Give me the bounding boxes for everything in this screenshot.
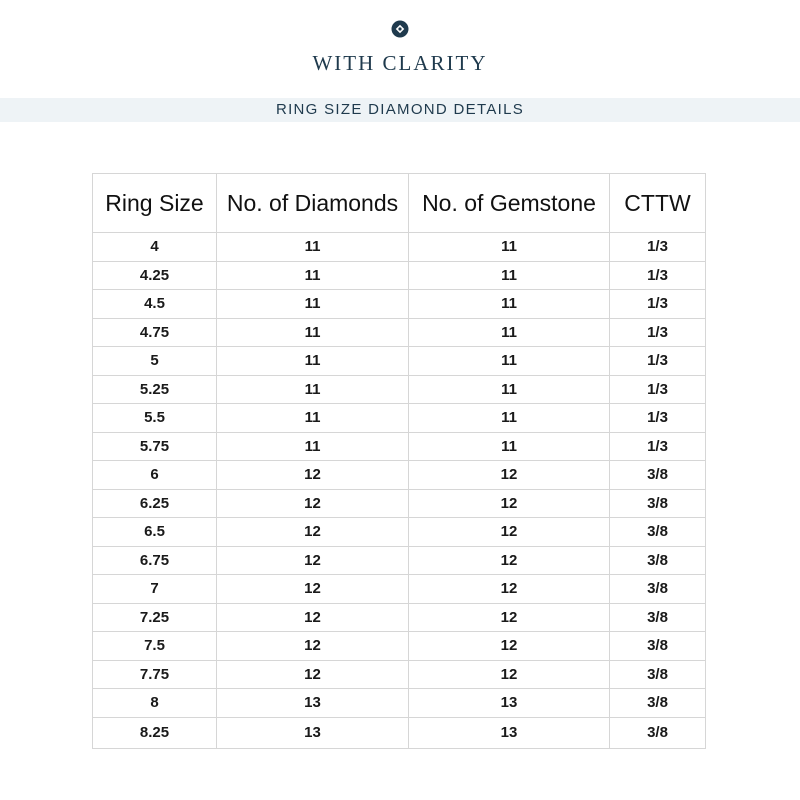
ring-size-cell: 7 bbox=[93, 575, 217, 604]
gemstone-cell: 11 bbox=[409, 375, 610, 404]
ring-size-cell: 8.25 bbox=[93, 717, 217, 748]
diamonds-cell: 11 bbox=[217, 261, 409, 290]
ring-size-cell: 5.75 bbox=[93, 432, 217, 461]
ring-size-table bbox=[92, 173, 706, 749]
table-row bbox=[93, 717, 706, 748]
column-header-ring-size: Ring Size bbox=[93, 174, 217, 233]
section-title: RING SIZE DIAMOND DETAILS bbox=[275, 101, 525, 118]
gemstone-cell: 12 bbox=[409, 489, 610, 518]
cttw-cell: 3/8 bbox=[610, 660, 706, 689]
cttw-cell: 1/3 bbox=[610, 318, 706, 347]
gemstone-cell: 11 bbox=[409, 261, 610, 290]
ring-size-cell: 4.75 bbox=[93, 318, 217, 347]
table-row bbox=[93, 632, 706, 661]
ring-size-cell: 4 bbox=[93, 233, 217, 262]
diamonds-cell: 13 bbox=[217, 717, 409, 748]
table-row bbox=[93, 375, 706, 404]
diamonds-cell: 11 bbox=[217, 347, 409, 376]
diamonds-cell: 12 bbox=[217, 575, 409, 604]
table-row bbox=[93, 318, 706, 347]
diamonds-cell: 12 bbox=[217, 518, 409, 547]
brand-name: WITH CLARITY bbox=[312, 51, 488, 75]
gemstone-cell: 11 bbox=[409, 432, 610, 461]
table-row bbox=[93, 689, 706, 718]
diamonds-cell: 12 bbox=[217, 461, 409, 490]
gemstone-cell: 12 bbox=[409, 546, 610, 575]
table-row bbox=[93, 518, 706, 547]
table-row bbox=[93, 432, 706, 461]
ring-size-cell: 5 bbox=[93, 347, 217, 376]
table-row bbox=[93, 290, 706, 319]
cttw-cell: 3/8 bbox=[610, 689, 706, 718]
column-header-cttw: CTTW bbox=[610, 174, 706, 233]
ring-size-cell: 5.5 bbox=[93, 404, 217, 433]
table-row bbox=[93, 261, 706, 290]
column-header-diamonds: No. of Diamonds bbox=[217, 174, 409, 233]
diamonds-cell: 12 bbox=[217, 489, 409, 518]
gemstone-cell: 12 bbox=[409, 603, 610, 632]
ring-size-cell: 7.5 bbox=[93, 632, 217, 661]
column-header-gemstone: No. of Gemstone bbox=[409, 174, 610, 233]
diamonds-cell: 12 bbox=[217, 632, 409, 661]
ring-size-cell: 7.25 bbox=[93, 603, 217, 632]
cttw-cell: 3/8 bbox=[610, 546, 706, 575]
cttw-cell: 1/3 bbox=[610, 261, 706, 290]
diamonds-cell: 11 bbox=[217, 233, 409, 262]
diamonds-cell: 11 bbox=[217, 432, 409, 461]
cttw-cell: 3/8 bbox=[610, 461, 706, 490]
ring-size-cell: 8 bbox=[93, 689, 217, 718]
diamonds-cell: 11 bbox=[217, 375, 409, 404]
ring-size-cell: 5.25 bbox=[93, 375, 217, 404]
gemstone-cell: 13 bbox=[409, 689, 610, 718]
diamonds-cell: 11 bbox=[217, 404, 409, 433]
ring-size-cell: 6.5 bbox=[93, 518, 217, 547]
gemstone-cell: 11 bbox=[409, 318, 610, 347]
diamonds-cell: 12 bbox=[217, 546, 409, 575]
gemstone-cell: 11 bbox=[409, 347, 610, 376]
diamonds-cell: 11 bbox=[217, 318, 409, 347]
cttw-cell: 1/3 bbox=[610, 432, 706, 461]
diamonds-cell: 12 bbox=[217, 603, 409, 632]
table-row bbox=[93, 575, 706, 604]
cttw-cell: 1/3 bbox=[610, 347, 706, 376]
table-row bbox=[93, 489, 706, 518]
table-row bbox=[93, 546, 706, 575]
gemstone-cell: 12 bbox=[409, 660, 610, 689]
cttw-cell: 3/8 bbox=[610, 575, 706, 604]
ring-size-cell: 6.25 bbox=[93, 489, 217, 518]
cttw-cell: 3/8 bbox=[610, 632, 706, 661]
ring-size-cell: 7.75 bbox=[93, 660, 217, 689]
cttw-cell: 3/8 bbox=[610, 518, 706, 547]
cttw-cell: 3/8 bbox=[610, 717, 706, 748]
gemstone-cell: 11 bbox=[409, 404, 610, 433]
ring-size-cell: 4.5 bbox=[93, 290, 217, 319]
gemstone-cell: 12 bbox=[409, 575, 610, 604]
gemstone-cell: 12 bbox=[409, 518, 610, 547]
diamond-circle-logo-icon bbox=[391, 20, 409, 38]
ring-size-cell: 4.25 bbox=[93, 261, 217, 290]
table-row bbox=[93, 660, 706, 689]
cttw-cell: 3/8 bbox=[610, 603, 706, 632]
gemstone-cell: 12 bbox=[409, 461, 610, 490]
cttw-cell: 1/3 bbox=[610, 233, 706, 262]
gemstone-cell: 11 bbox=[409, 233, 610, 262]
table-row bbox=[93, 404, 706, 433]
table-row bbox=[93, 461, 706, 490]
gemstone-cell: 12 bbox=[409, 632, 610, 661]
cttw-cell: 3/8 bbox=[610, 489, 706, 518]
cttw-cell: 1/3 bbox=[610, 404, 706, 433]
cttw-cell: 1/3 bbox=[610, 375, 706, 404]
diamonds-cell: 11 bbox=[217, 290, 409, 319]
table-row bbox=[93, 603, 706, 632]
gemstone-cell: 11 bbox=[409, 290, 610, 319]
table-header-row bbox=[93, 174, 706, 233]
diamonds-cell: 13 bbox=[217, 689, 409, 718]
ring-size-cell: 6.75 bbox=[93, 546, 217, 575]
ring-size-cell: 6 bbox=[93, 461, 217, 490]
table-row bbox=[93, 347, 706, 376]
gemstone-cell: 13 bbox=[409, 717, 610, 748]
cttw-cell: 1/3 bbox=[610, 290, 706, 319]
table-body bbox=[93, 233, 706, 749]
table-row bbox=[93, 233, 706, 262]
diamonds-cell: 12 bbox=[217, 660, 409, 689]
